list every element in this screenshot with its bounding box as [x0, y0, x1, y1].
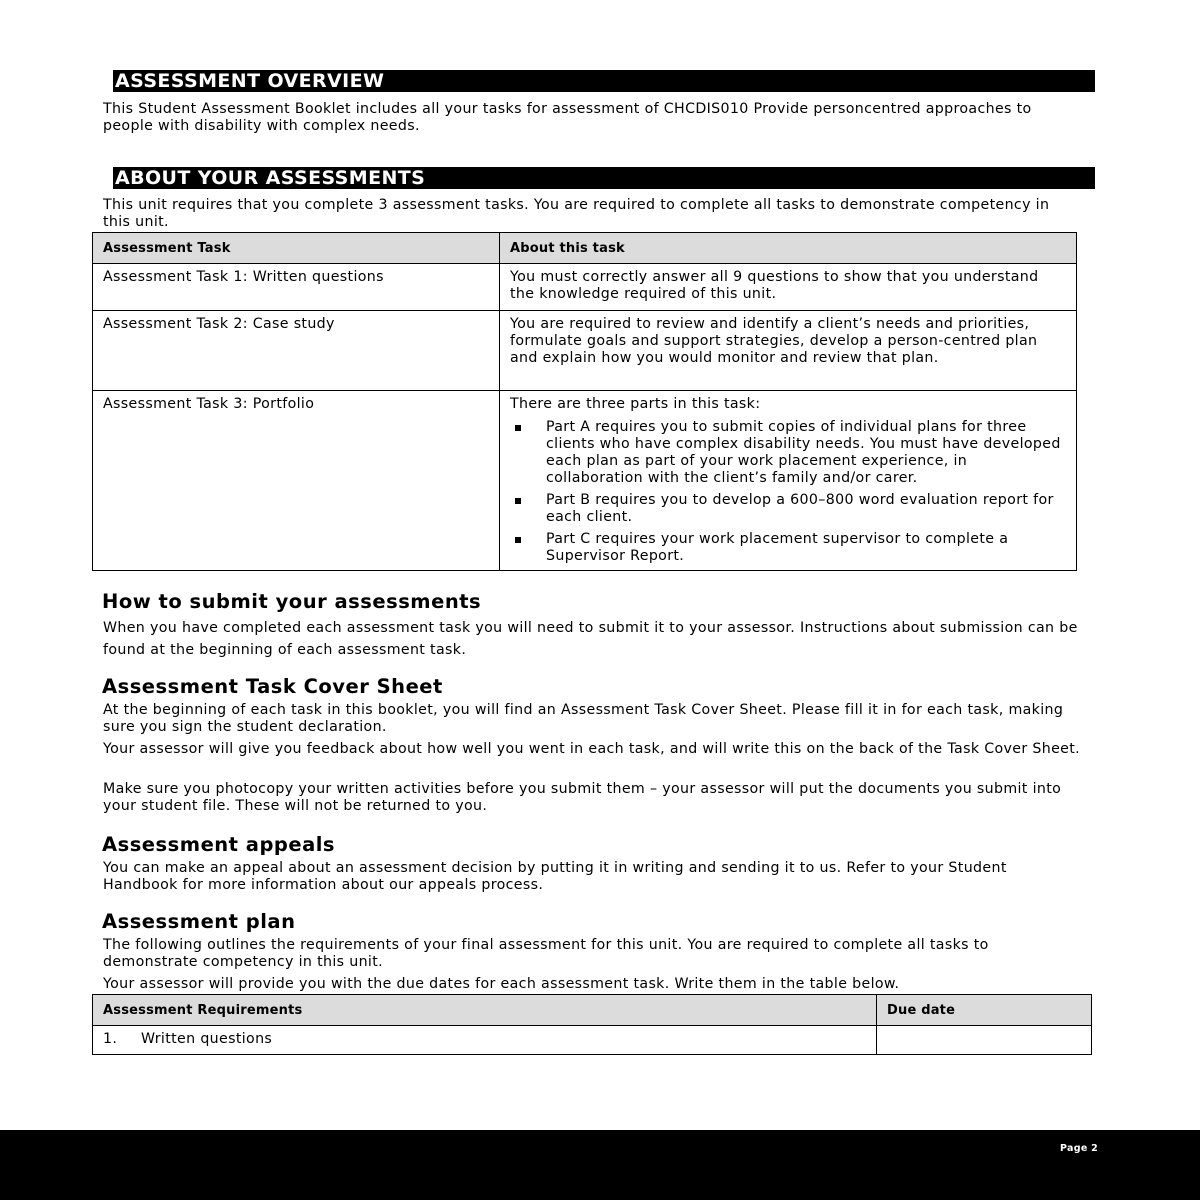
- submit-heading: How to submit your assessments: [102, 590, 482, 613]
- task-name-cell: Assessment Task 2: Case study: [93, 311, 500, 391]
- appeals-text: You can make an appeal about an assessment decision by putting it in writing and sending it to us. Refer to your Student Handbook for more information about our appeals process.: [103, 860, 1007, 893]
- appeals-heading: Assessment appeals: [102, 833, 336, 856]
- square-bullet-icon: [515, 537, 521, 543]
- task-name-cell: Assessment Task 3: Portfolio: [93, 391, 500, 571]
- list-item: Part B requires you to develop a 600–800 word evaluation report for each client.: [510, 492, 1066, 526]
- column-header: Assessment Task: [93, 233, 500, 264]
- task-name-cell: Assessment Task 1: Written questions: [93, 264, 500, 311]
- assessment-plan-table: [92, 994, 1092, 1055]
- task-parts-list: [510, 419, 1066, 565]
- plan-p2: Your assessor will provide you with the due dates for each assessment task. Write them in the table below.: [103, 976, 900, 992]
- table-row: [93, 391, 1077, 571]
- overview-text: This Student Assessment Booklet includes all your tasks for assessment of CHCDIS010 Provide personcentred approaches to people with disability with complex needs.: [103, 101, 1032, 134]
- list-item: Part C requires your work placement supervisor to complete a Supervisor Report.: [510, 531, 1066, 565]
- cover-sheet-heading: Assessment Task Cover Sheet: [102, 675, 443, 698]
- overview-heading: ASSESSMENT OVERVIEW: [113, 70, 1095, 92]
- page-number: Page 2: [1060, 1143, 1099, 1154]
- due-date-cell: [877, 1026, 1092, 1055]
- task-about-cell: You are required to review and identify a client’s needs and priorities, formulate goals and support strategies, develop a person-centred plan and explain how you would monitor and review that plan.: [500, 311, 1077, 391]
- square-bullet-icon: [515, 425, 521, 431]
- column-header: About this task: [500, 233, 1077, 264]
- cover-sheet-p3: Make sure you photocopy your written activities before you submit them – your assessor will put the documents you submit into your student file. These will not be returned to you.: [103, 781, 1062, 814]
- requirement-number: 1.: [103, 1031, 118, 1047]
- submit-text: When you have completed each assessment task you will need to submit it to your assessor. Instructions about submission can be found at the beginning of each assessment task.: [103, 620, 1078, 658]
- assessment-tasks-table: [92, 232, 1077, 571]
- table-row: [93, 264, 1077, 311]
- page-footer: [0, 1130, 1200, 1200]
- requirement-label: Written questions: [141, 1031, 273, 1047]
- task-about-cell: [500, 391, 1077, 571]
- about-intro: This unit requires that you complete 3 assessment tasks. You are required to complete all tasks to demonstrate competency in this unit.: [103, 197, 1050, 230]
- table-row: [93, 311, 1077, 391]
- cover-sheet-p1: At the beginning of each task in this booklet, you will find an Assessment Task Cover Sheet. Please fill it in for each task, making sure you sign the student declaration.: [103, 702, 1064, 735]
- plan-heading: Assessment plan: [102, 910, 296, 933]
- task-about-intro: There are three parts in this task:: [510, 396, 761, 412]
- column-header: Due date: [877, 995, 1092, 1026]
- table-header-row: [93, 233, 1077, 264]
- requirement-cell: [93, 1026, 877, 1055]
- column-header: Assessment Requirements: [93, 995, 877, 1026]
- table-header-row: [93, 995, 1092, 1026]
- table-row: [93, 1026, 1092, 1055]
- square-bullet-icon: [515, 498, 521, 504]
- task-about-cell: You must correctly answer all 9 questions to show that you understand the knowledge required of this unit.: [500, 264, 1077, 311]
- plan-p1: The following outlines the requirements of your final assessment for this unit. You are required to complete all tasks to demonstrate competency in this unit.: [103, 937, 989, 970]
- about-heading: ABOUT YOUR ASSESSMENTS: [113, 167, 1095, 189]
- list-item: Part A requires you to submit copies of individual plans for three clients who have complex disability needs. You must have developed each plan as part of your work placement experience, in collaboration with the client’s family and/or carer.: [510, 419, 1066, 487]
- cover-sheet-p2: Your assessor will give you feedback about how well you went in each task, and will write this on the back of the Task Cover Sheet.: [103, 741, 1081, 757]
